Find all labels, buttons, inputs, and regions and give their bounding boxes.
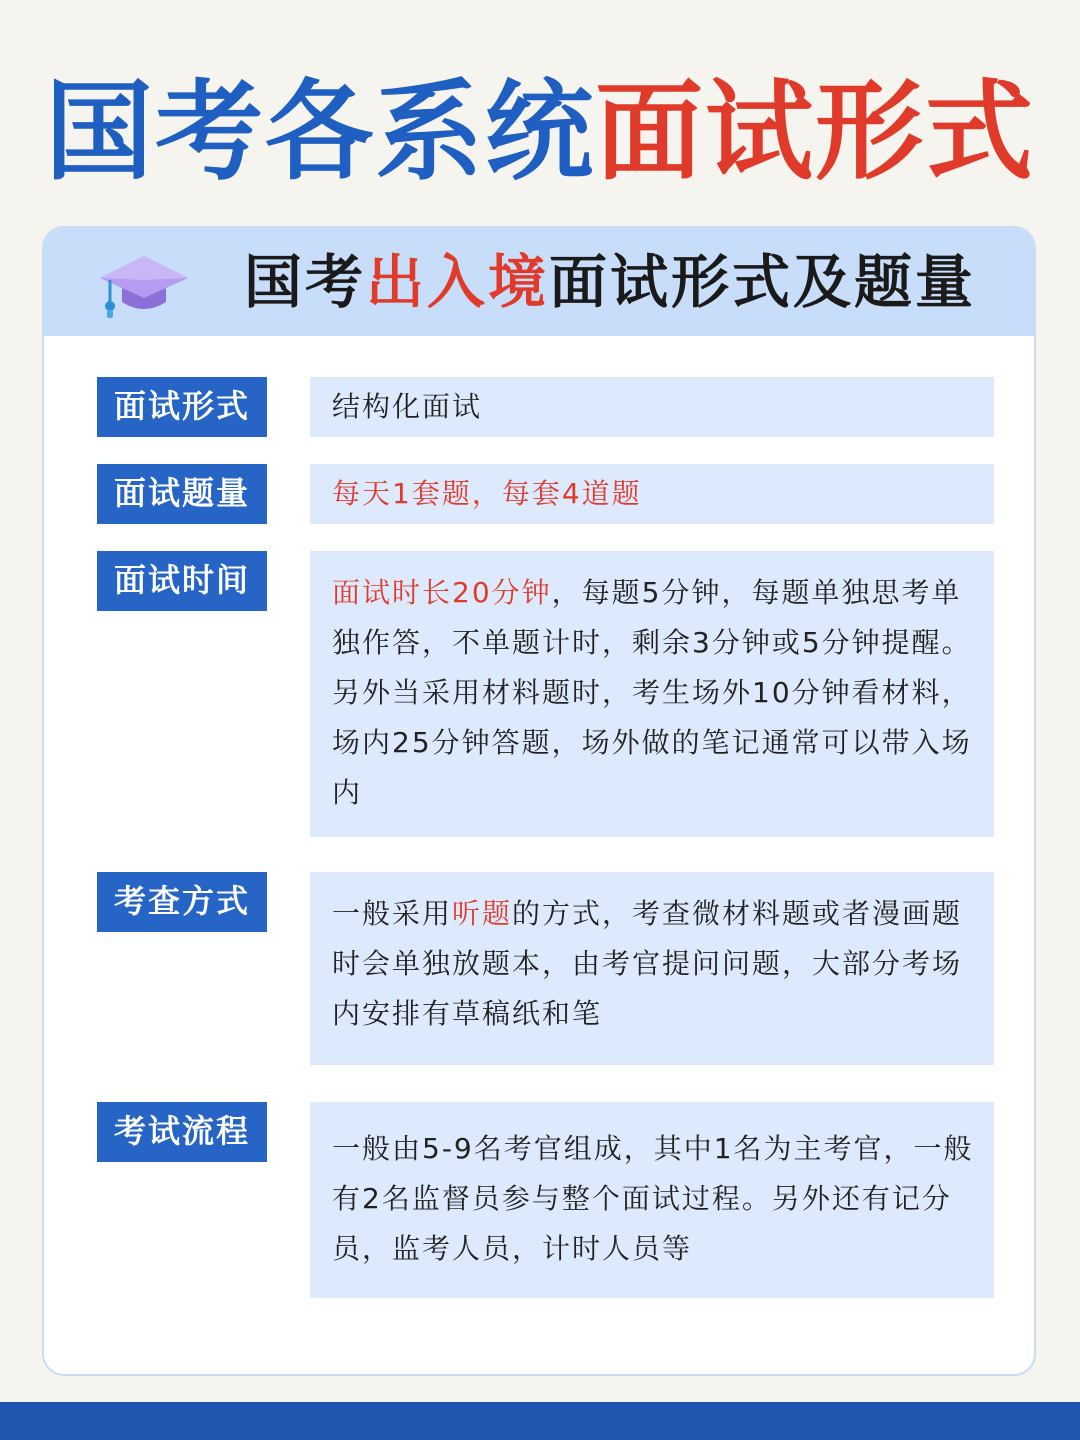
- graduation-cap-icon: [98, 250, 190, 320]
- value-exam-method-pre: 一般采用: [332, 897, 453, 930]
- label-interview-format: 面试形式: [97, 377, 267, 437]
- main-title-blue: 国考各系统: [44, 70, 595, 195]
- label-question-count: 面试题量: [97, 464, 267, 524]
- info-card: [42, 226, 1036, 1376]
- value-interview-time-text: ，每题5分钟，每题单独思考单独作答，不单题计时，剩余3分钟或5分钟提醒。另外当采用材料题时，考生场外10分钟看材料，场内25分钟答题，场外做的笔记通常可以带入场内: [332, 576, 972, 809]
- value-exam-process: 一般由5-9名考官组成，其中1名为主考官，一般有2名监督员参与整个面试过程。另外还有记分员，监考人员，计时人员等: [310, 1102, 994, 1298]
- label-exam-process: 考试流程: [97, 1102, 267, 1162]
- main-title-red: 面试形式: [595, 70, 1036, 195]
- value-interview-format: 结构化面试: [310, 377, 994, 437]
- label-interview-time: 面试时间: [97, 551, 267, 611]
- label-exam-method: 考查方式: [97, 872, 267, 932]
- value-question-count: 每天1套题，每套4道题: [310, 464, 994, 524]
- card-title-prefix: 国考: [244, 248, 367, 316]
- value-interview-time: [310, 551, 994, 837]
- card-title-suffix: 面试形式及题量: [549, 248, 977, 316]
- card-header: [44, 228, 1034, 336]
- value-exam-method-highlight: 听题: [452, 897, 513, 930]
- bottom-bar: [0, 1402, 1080, 1440]
- card-title-highlight: 出入境: [366, 248, 550, 316]
- main-title: [0, 68, 1080, 198]
- card-title: [244, 244, 976, 320]
- value-interview-time-highlight: 面试时长20分钟: [332, 576, 552, 609]
- value-exam-method-post: 的方式，考查微材料题或者漫画题时会单独放题本，由考官提问问题，大部分考场内安排有草稿纸和笔: [332, 897, 963, 1030]
- value-exam-method: [310, 872, 994, 1065]
